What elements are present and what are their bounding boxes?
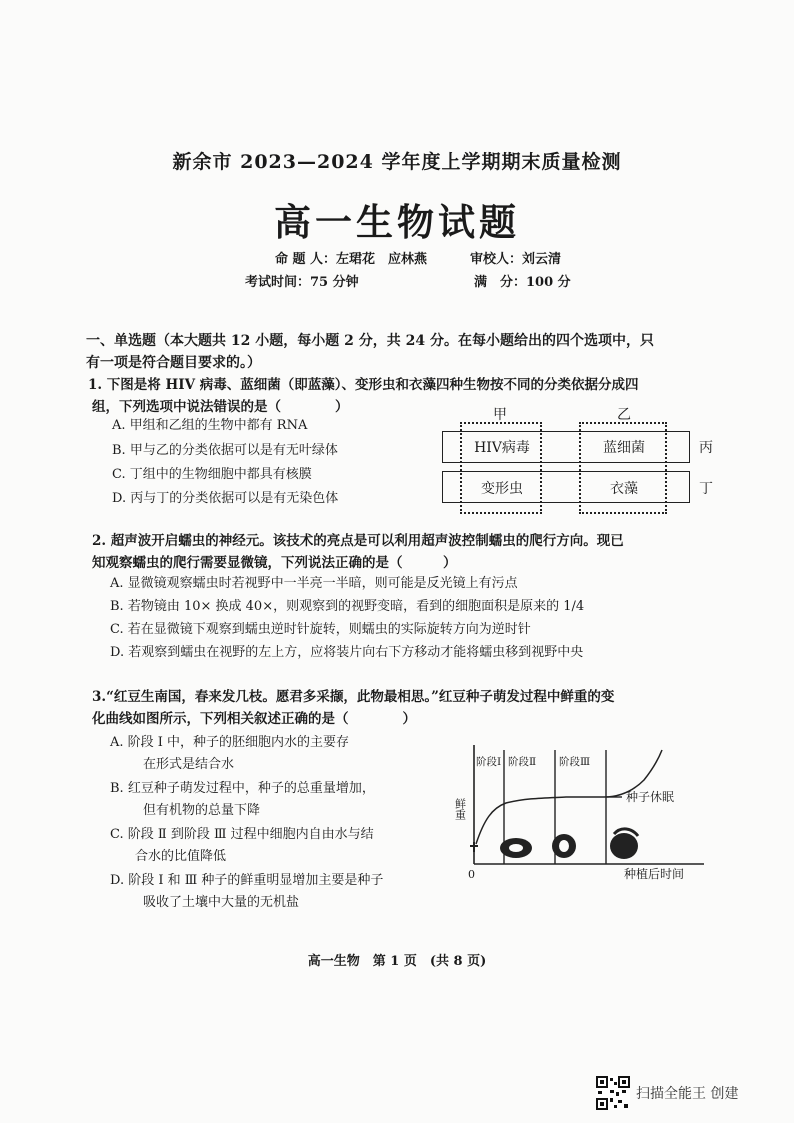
q2-option-a: A. 显微镜观察蠕虫时若视野中一半亮一半暗，则可能是反光镜上有污点 <box>110 576 518 591</box>
stage-1-label: 阶段Ⅰ <box>476 756 502 768</box>
q3-option-d-line2: 吸收了土壤中大量的无机盐 <box>143 895 300 910</box>
q2-stem-line1: 2. 超声波开启蠕虫的神经元。该技术的亮点是可以利用超声波控制蠕虫的爬行方向。现已 <box>92 533 624 549</box>
q1-option-c: C. 丁组中的生物细胞中都具有核膜 <box>112 467 312 482</box>
q3-stem-line1: 3.“红豆生南国，春来发几枝。愿君多采撷，此物最相思。”红豆种子萌发过程中鲜重的变 <box>92 689 615 705</box>
exam-title: 新余市 2023—2024 学年度上学期期末质量检测 <box>172 151 622 173</box>
q2-option-b: B. 若物镜由 10× 换成 40×，则观察到的视野变暗，看到的细胞面积是原来的 1/4 <box>110 599 585 614</box>
q3-option-b-line1: B. 红豆种子萌发过程中，种子的总重量增加， <box>110 781 375 796</box>
group-bing-label: 丙 <box>699 440 713 456</box>
q2-stem-line2: 知观察蠕虫的爬行需要显微镜，下列说法正确的是（ ） <box>92 555 457 571</box>
seed-hilum-icon <box>509 844 523 852</box>
full-score: 满 分：100 分 <box>474 275 571 290</box>
q2-option-c: C. 若在显微镜下观察到蠕虫逆时针旋转，则蠕虫的实际旋转方向为逆时针 <box>110 622 531 637</box>
origin-label: 0 <box>468 868 475 881</box>
q1-stem-line1: 1. 下图是将 HIV 病毒、蓝细菌（即蓝藻）、变形虫和衣藻四种生物按不同的分类依据分成四 <box>88 377 639 393</box>
q3-option-d-line1: D. 阶段 Ⅰ 和 Ⅲ 种子的鲜重明显增加主要是种子 <box>110 873 384 888</box>
q2-option-d: D. 若观察到蠕虫在视野的左上方，应将装片向右下方移动才能将蠕虫移到视野中央 <box>110 645 584 660</box>
dormant-label: 种子休眠 <box>626 790 675 804</box>
subject-title: 高一生物试题 <box>274 200 520 244</box>
q1-stem-line2: 组，下列选项中说法错误的是（ ） <box>92 399 349 415</box>
q3-fresh-weight-graph <box>446 740 716 888</box>
exam-duration: 考试时间：75 分钟 <box>245 275 359 290</box>
section-heading-line2: 有一项是符合题目要求的。） <box>86 355 261 371</box>
y-axis-label: 鲜重 <box>453 798 467 820</box>
q1-option-d: D. 丙与丁的分类依据可以是有无染色体 <box>112 491 339 506</box>
group-yi-label: 乙 <box>617 407 631 423</box>
cell-cyanobacteria: 蓝细菌 <box>603 440 645 456</box>
seed-hilum-icon <box>559 840 569 852</box>
q1-option-a: A. 甲组和乙组的生物中都有 RNA <box>112 418 308 433</box>
q3-option-a-line2: 在形式是结合水 <box>143 757 235 772</box>
cell-chlamydomonas: 衣藻 <box>610 481 638 497</box>
q3-option-c-line1: C. 阶段 Ⅱ 到阶段 Ⅲ 过程中细胞内自由水与结 <box>110 827 374 842</box>
reviewer: 审校人：刘云清 <box>470 252 562 267</box>
cell-amoeba: 变形虫 <box>481 481 523 497</box>
scanner-watermark: 扫描全能王 创建 <box>636 1086 739 1102</box>
q3-option-b-line2: 但有机物的总量下降 <box>143 803 261 818</box>
cell-hiv: HIV病毒 <box>474 440 530 456</box>
stage-3-label: 阶段Ⅲ <box>559 756 591 768</box>
q1-option-b: B. 甲与乙的分类依据可以是有无叶绿体 <box>112 443 338 458</box>
germinating-seed-icon <box>610 833 638 859</box>
q3-option-c-line2: 合水的比值降低 <box>135 849 227 864</box>
group-ding-label: 丁 <box>699 481 713 497</box>
page-footer: 高一生物 第 1 页 (共 8 页) <box>307 954 487 969</box>
x-axis-label: 种植后时间 <box>624 867 685 881</box>
authors: 命 题 人：左珺花 应林燕 <box>275 252 428 267</box>
seed-drawings <box>470 829 638 859</box>
q3-option-a-line1: A. 阶段 Ⅰ 中，种子的胚细胞内水的主要存 <box>110 735 350 750</box>
group-jia-label: 甲 <box>493 407 507 423</box>
q3-stem-line2: 化曲线如图所示，下列相关叙述正确的是（ ） <box>92 711 416 727</box>
qr-code-icon <box>596 1076 630 1110</box>
stage-2-label: 阶段Ⅱ <box>508 756 537 768</box>
section-heading-line1: 一、单选题（本大题共 12 小题，每小题 2 分，共 24 分。在每小题给出的四个选项中，只 <box>86 333 654 349</box>
